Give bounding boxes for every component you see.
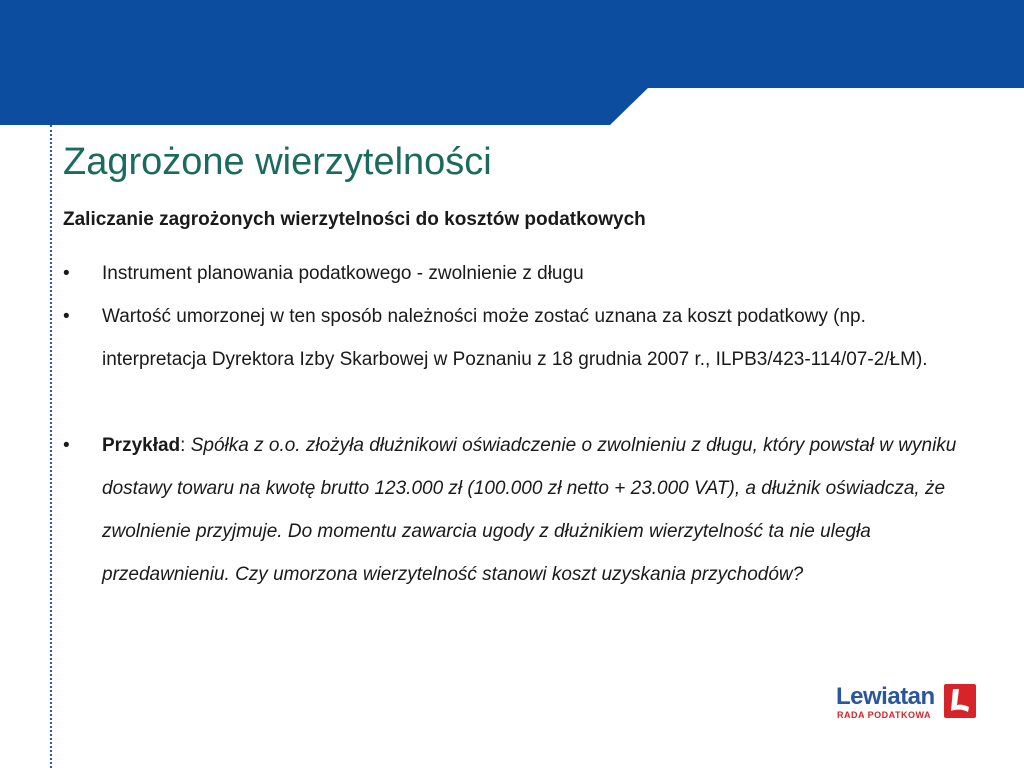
logo-tagline: RADA PODATKOWA: [837, 710, 931, 720]
bullet-text: Wartość umorzonej w ten sposób należności może zostać uznana za koszt podatkowy (np. interpretacja Dyrektora Izby Skarbowej w Poznaniu z 18 grudnia 2007 r., ILPB3/423-114/07-2/ŁM).: [102, 306, 928, 370]
bullet-text: Instrument planowania podatkowego - zwolnienie z długu: [102, 263, 584, 284]
slide-title: Zagrożone wierzytelności: [63, 141, 492, 183]
bullet-dot: •: [63, 306, 70, 327]
vertical-dotted-divider: [50, 125, 52, 768]
header-bar: [0, 0, 1024, 125]
bullet-dot: •: [63, 435, 70, 456]
example-label: Przykład: [102, 435, 181, 456]
bullet-list: [63, 252, 963, 596]
bullet-dot: •: [63, 263, 70, 284]
slide-subtitle: Zaliczanie zagrożonych wierzytelności do kosztów podatkowych: [63, 209, 646, 230]
lewiatan-l-mark-icon: [944, 684, 976, 718]
logo-wordmark: Lewiatan: [836, 683, 935, 710]
list-item: [63, 252, 963, 295]
lewiatan-logo: [836, 683, 976, 723]
list-item: [63, 295, 963, 381]
example-separator: :: [180, 435, 191, 456]
example-text: Spółka z o.o. złożyła dłużnikowi oświadczenie o zwolnieniu z długu, który powstał w wyniku dostawy towaru na kwotę brutto 123.000 zł (100.000 zł netto + 23.000 VAT), a dłużnik oświadcza, że zwolnienie przyjmuje. Do momentu zawarcia ugody z dłużnikiem wierzytelność ta nie uległa przedawnieniu. Czy umorzona wierzytelność stanowi koszt uzyskania przychodów?: [102, 435, 957, 585]
list-item: [63, 424, 963, 596]
